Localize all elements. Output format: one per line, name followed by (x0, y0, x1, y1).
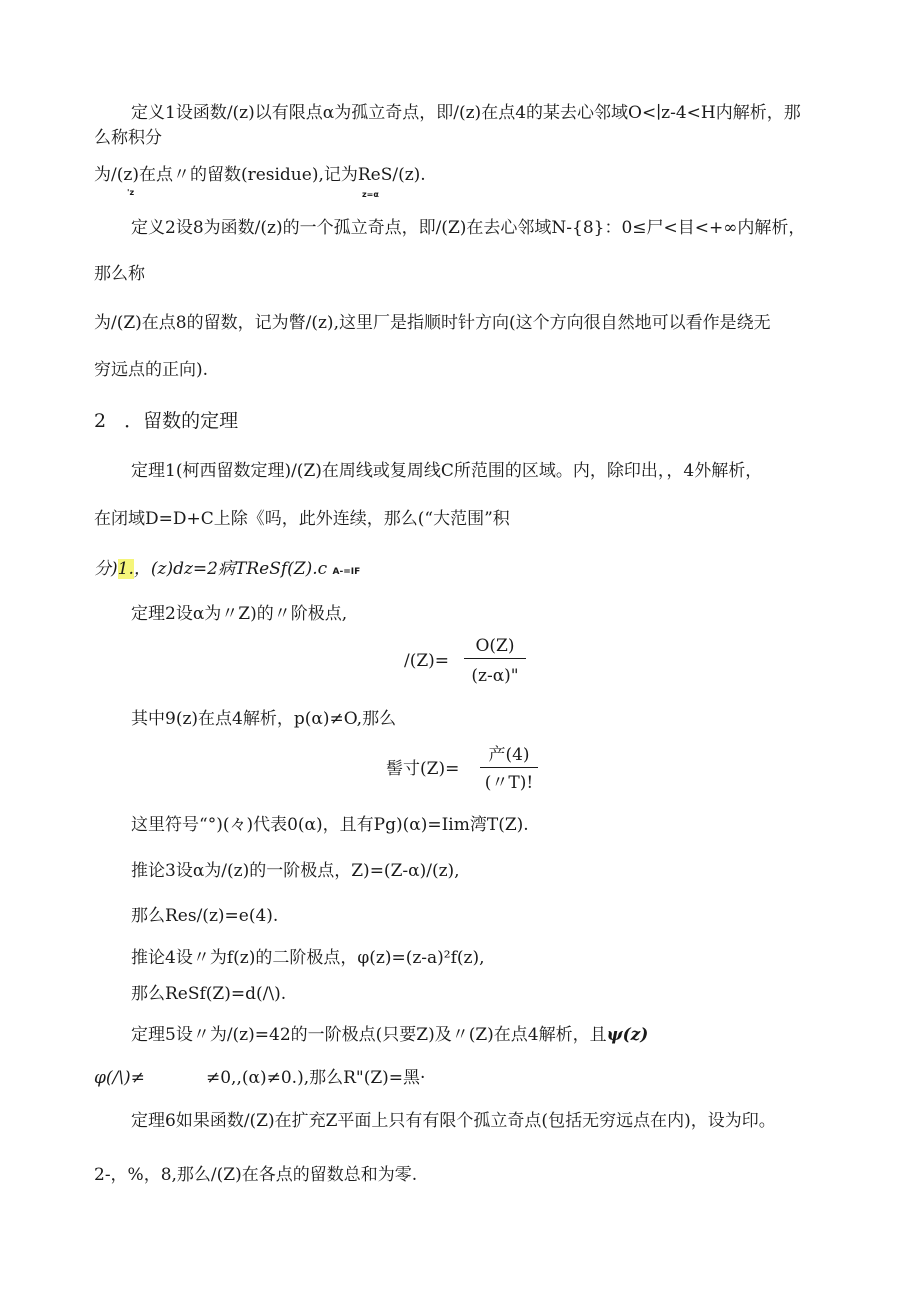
cor3-line2: 那么Res/(z)=e(4). (131, 906, 279, 926)
thm2-fraction2-bar (480, 767, 538, 768)
thm1-line3-tag: A-=IF (332, 567, 361, 577)
def1-line1: 定义1设函数/(z)以有限点α为孤立奇点，即/(z)在点4的某去心邻域O<∣z-4<H内解析，那 (131, 103, 801, 123)
def2-line2: 那么称 (94, 264, 145, 284)
thm2-formula-denominator: (z-α)" (471, 666, 519, 686)
section-title: ．留数的定理 (124, 410, 239, 432)
section-heading (94, 410, 238, 432)
thm5-line2a: φ(/\)≠ (94, 1068, 145, 1088)
section-number: 2 (94, 410, 107, 432)
thm5-line1-tail: ψ(z) (606, 1025, 649, 1045)
def2-line3: 为/(Z)在点8的留数，记为瞥/(z),这里厂是指顺时针方向(这个方向很自然地可以看作是绕无 (94, 313, 771, 333)
def1-line2: 么称积分 (94, 128, 162, 148)
def2-line1: 定义2设8为函数/(z)的一个孤立奇点，即/(Z)在去心邻域N-{8}：0≤尸<目<+∞内解析， (131, 218, 806, 238)
cor4-line2: 那么ReSf(Z)=d(/\). (131, 984, 287, 1004)
thm1-line2: 在闭域D=D+C上除《吗，此外连续，那么(“大范围”积 (94, 509, 510, 529)
thm6-line2: 2-，%，8,那么/(Z)在各点的留数总和为零. (94, 1165, 418, 1185)
thm2-fraction-bar (464, 658, 526, 659)
thm1-line3-post: ，(z)dz=2病TReSf(Z).c (133, 559, 328, 579)
thm2-formula2-numerator: 产(4) (488, 745, 530, 765)
thm2-formula2-denominator: (〃T)! (484, 773, 534, 793)
def1-line3: 为/(z)在点〃的留数(residue),记为ReS/(z). (94, 165, 426, 185)
thm1-line3-pre: 分) (94, 559, 118, 579)
thm5-line1 (131, 1024, 648, 1046)
thm6-line1: 定理6如果函数/(Z)在扩充Z平面上只有有限个孤立奇点(包括无穷远点在内)，设为印。 (131, 1111, 776, 1131)
def1-subscript-right: z=α (362, 190, 379, 199)
thm2-formula2-lhs: 髻寸(Z)= (386, 759, 460, 779)
def1-subscript-left: 'z (127, 188, 135, 197)
thm5-line1-text: 定理5设〃为/(z)=42的一阶极点(只要Z)及〃(Z)在点4解析，且 (131, 1025, 607, 1045)
thm2-line3: 这里符号“°)(々)代表0(α)，且有Pg)(α)=Iim湾T(Z). (131, 815, 529, 835)
thm2-line2: 其中9(z)在点4解析，p(α)≠O,那么 (131, 709, 397, 729)
thm2-formula-numerator: O(Z) (475, 636, 515, 656)
thm1-line1: 定理1(柯西留数定理)/(Z)在周线或复周线C所范围的区域。内，除印出，，4外解析， (131, 461, 763, 481)
def2-line4: 穷远点的正向). (94, 360, 209, 380)
thm2-formula-lhs: /(Z)= (404, 651, 450, 671)
thm1-highlight: 1. (117, 559, 134, 579)
thm1-line3 (94, 558, 360, 583)
thm2-line1: 定理2设α为〃Z)的〃阶极点, (131, 604, 348, 624)
thm5-line2b: ≠0,,(α)≠0.),那么R"(Z)=黑· (206, 1068, 426, 1088)
cor4-line1: 推论4设〃为f(z)的二阶极点，φ(z)=(z-a)²f(z), (131, 948, 485, 968)
cor3-line1: 推论3设α为/(z)的一阶极点，Z)=(Z-α)/(z), (131, 861, 460, 881)
